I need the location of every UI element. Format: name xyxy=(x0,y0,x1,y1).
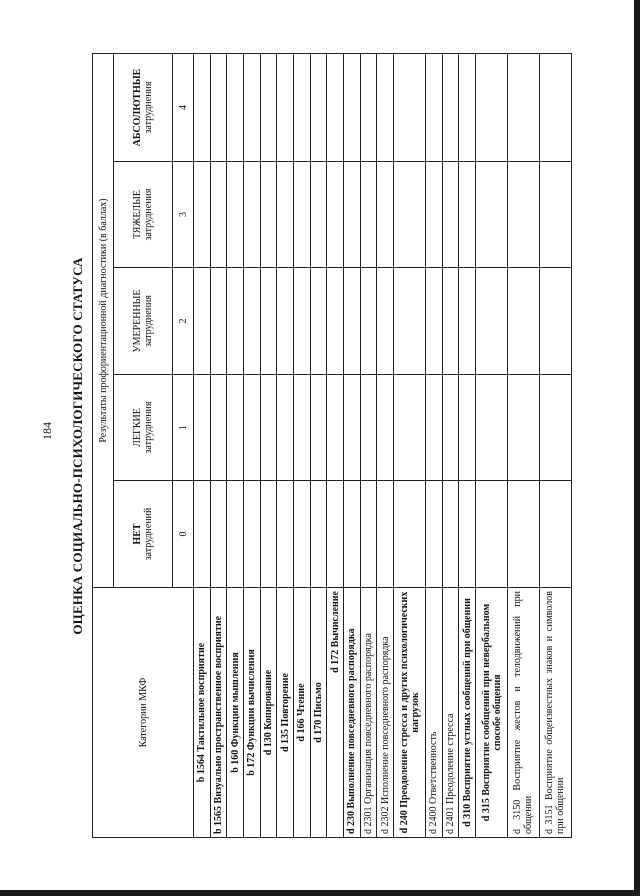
score-cell[interactable] xyxy=(459,375,476,481)
score-cell[interactable] xyxy=(459,481,476,588)
score-cell[interactable] xyxy=(260,162,277,268)
score-cell[interactable] xyxy=(327,268,344,375)
score-cell[interactable] xyxy=(360,162,377,268)
scan-right-edge xyxy=(634,0,640,896)
severity-label: ТЯЖЕЛЫЕ xyxy=(132,190,143,239)
score-cell[interactable] xyxy=(442,268,459,375)
category-cell: d 130 Копирование xyxy=(260,588,277,838)
score-cell[interactable] xyxy=(426,54,443,162)
score-cell[interactable] xyxy=(310,375,327,481)
results-header: Результаты профориентационной диагностики (в баллах) xyxy=(93,54,114,588)
score-3: 3 xyxy=(173,162,194,268)
score-cell[interactable] xyxy=(294,268,311,375)
score-cell[interactable] xyxy=(442,481,459,588)
score-cell[interactable] xyxy=(260,54,277,162)
score-cell[interactable] xyxy=(507,54,539,162)
score-cell[interactable] xyxy=(277,375,294,481)
score-cell[interactable] xyxy=(476,481,508,588)
score-cell[interactable] xyxy=(260,268,277,375)
score-cell[interactable] xyxy=(194,481,211,588)
severity-sub: затруднений xyxy=(143,507,154,561)
category-cell: d 3151 Восприятие общеизвестных знаков и символов при общении xyxy=(539,588,571,838)
score-cell[interactable] xyxy=(227,375,244,481)
score-cell[interactable] xyxy=(507,268,539,375)
document-title: ОЦЕНКА СОЦИАЛЬНО-ПСИХОЛОГИЧЕСКОГО СТАТУСА xyxy=(70,257,85,635)
table-row xyxy=(539,54,571,838)
assessment-table xyxy=(92,54,572,838)
score-cell[interactable] xyxy=(310,54,327,162)
score-cell[interactable] xyxy=(277,162,294,268)
rotated-page-content xyxy=(64,54,574,838)
table-row xyxy=(394,54,426,838)
severity-label: УМЕРЕННЫЕ xyxy=(132,289,143,353)
category-cell: b 1565 Визуально пространственное восприятие xyxy=(210,588,227,838)
score-cell[interactable] xyxy=(459,162,476,268)
score-2: 2 xyxy=(173,268,194,375)
score-cell[interactable] xyxy=(507,481,539,588)
category-cell: d 2302 Исполнение повседневного распорядка xyxy=(377,588,394,838)
table-row xyxy=(476,54,508,838)
score-cell[interactable] xyxy=(327,162,344,268)
score-cell[interactable] xyxy=(539,268,571,375)
score-cell[interactable] xyxy=(310,162,327,268)
score-cell[interactable] xyxy=(360,481,377,588)
table-row xyxy=(310,54,327,838)
score-cell[interactable] xyxy=(227,54,244,162)
table-row xyxy=(277,54,294,838)
category-cell: d 166 Чтение xyxy=(294,588,311,838)
severity-sub: затруднения xyxy=(143,401,154,454)
score-cell[interactable] xyxy=(394,54,426,162)
table-row xyxy=(244,54,261,838)
score-cell[interactable] xyxy=(539,162,571,268)
score-cell[interactable] xyxy=(294,54,311,162)
table-row xyxy=(442,54,459,838)
severity-label: ЛЕГКИЕ xyxy=(132,408,143,447)
table-row xyxy=(210,54,227,838)
score-cell[interactable] xyxy=(377,268,394,375)
table-row xyxy=(194,54,211,838)
score-cell[interactable] xyxy=(210,268,227,375)
table-row xyxy=(377,54,394,838)
score-cell[interactable] xyxy=(244,54,261,162)
score-4: 4 xyxy=(173,54,194,162)
score-cell[interactable] xyxy=(476,268,508,375)
score-cell[interactable] xyxy=(476,375,508,481)
severity-label: НЕТ xyxy=(132,523,143,545)
category-cell: d 240 Преодоление стресса и других психологических нагрузок xyxy=(394,588,426,838)
severity-header-severe xyxy=(114,162,173,268)
score-cell[interactable] xyxy=(344,375,361,481)
score-cell[interactable] xyxy=(426,268,443,375)
score-cell[interactable] xyxy=(377,54,394,162)
score-cell[interactable] xyxy=(194,268,211,375)
category-cell: d 135 Повторение xyxy=(277,588,294,838)
category-cell: d 3150 Восприятие жестов и телодвижений при общении xyxy=(507,588,539,838)
category-cell: d 170 Письмо xyxy=(310,588,327,838)
score-cell[interactable] xyxy=(344,268,361,375)
severity-header-absolute xyxy=(114,54,173,162)
score-cell[interactable] xyxy=(426,375,443,481)
table-row xyxy=(294,54,311,838)
category-cell: d 230 Выполнение повседневного распорядка xyxy=(344,588,361,838)
score-cell[interactable] xyxy=(277,268,294,375)
category-cell: d 2400 Ответственность xyxy=(426,588,443,838)
score-cell[interactable] xyxy=(194,375,211,481)
page-number: 184 xyxy=(40,422,54,440)
category-cell: b 172 Функции вычисления xyxy=(244,588,261,838)
score-cell[interactable] xyxy=(227,162,244,268)
score-cell[interactable] xyxy=(377,375,394,481)
score-cell[interactable] xyxy=(294,162,311,268)
score-cell[interactable] xyxy=(394,481,426,588)
scan-bottom-edge xyxy=(0,890,640,896)
score-cell[interactable] xyxy=(344,54,361,162)
score-0: 0 xyxy=(173,481,194,588)
score-cell[interactable] xyxy=(426,162,443,268)
table-row xyxy=(344,54,361,838)
score-cell[interactable] xyxy=(194,162,211,268)
score-cell[interactable] xyxy=(294,375,311,481)
category-cell: d 2301 Организация повседневного распорядка xyxy=(360,588,377,838)
score-cell[interactable] xyxy=(507,375,539,481)
score-cell[interactable] xyxy=(442,162,459,268)
score-cell[interactable] xyxy=(244,375,261,481)
score-cell[interactable] xyxy=(539,375,571,481)
score-cell[interactable] xyxy=(227,268,244,375)
score-cell[interactable] xyxy=(476,54,508,162)
score-cell[interactable] xyxy=(360,375,377,481)
score-cell[interactable] xyxy=(459,54,476,162)
severity-header-moderate xyxy=(114,268,173,375)
score-cell[interactable] xyxy=(377,481,394,588)
score-cell[interactable] xyxy=(327,375,344,481)
score-cell[interactable] xyxy=(294,481,311,588)
score-cell[interactable] xyxy=(426,481,443,588)
score-cell[interactable] xyxy=(210,375,227,481)
category-cell: d 2401 Преодоление стресса xyxy=(442,588,459,838)
score-cell[interactable] xyxy=(327,481,344,588)
score-cell[interactable] xyxy=(507,162,539,268)
score-cell[interactable] xyxy=(310,268,327,375)
score-cell[interactable] xyxy=(277,54,294,162)
score-cell[interactable] xyxy=(394,162,426,268)
score-cell[interactable] xyxy=(327,54,344,162)
score-cell[interactable] xyxy=(442,54,459,162)
score-cell[interactable] xyxy=(210,162,227,268)
table-row xyxy=(426,54,443,838)
score-cell[interactable] xyxy=(394,375,426,481)
category-cell: d 172 Вычисление xyxy=(327,588,344,838)
table-row xyxy=(260,54,277,838)
score-cell[interactable] xyxy=(260,481,277,588)
score-cell[interactable] xyxy=(442,375,459,481)
table-row xyxy=(459,54,476,838)
severity-label: АБСОЛЮТНЫЕ xyxy=(132,68,143,147)
score-cell[interactable] xyxy=(539,54,571,162)
score-cell[interactable] xyxy=(210,481,227,588)
score-cell[interactable] xyxy=(539,481,571,588)
severity-sub: затруднения xyxy=(143,81,154,134)
category-cell: b 160 Функции мышления xyxy=(227,588,244,838)
score-cell[interactable] xyxy=(244,162,261,268)
category-cell: d 310 Восприятие устных сообщений при общении xyxy=(459,588,476,838)
severity-header-none xyxy=(114,481,173,588)
score-cell[interactable] xyxy=(344,481,361,588)
score-cell[interactable] xyxy=(476,162,508,268)
category-header: Категории МКФ xyxy=(93,588,194,838)
table-row xyxy=(327,54,344,838)
table-row xyxy=(360,54,377,838)
severity-sub: затруднения xyxy=(143,188,154,241)
score-cell[interactable] xyxy=(360,54,377,162)
score-cell[interactable] xyxy=(277,481,294,588)
score-cell[interactable] xyxy=(360,268,377,375)
score-cell[interactable] xyxy=(210,54,227,162)
score-cell[interactable] xyxy=(310,481,327,588)
table-row xyxy=(507,54,539,838)
score-cell[interactable] xyxy=(459,268,476,375)
severity-header-mild xyxy=(114,375,173,481)
score-cell[interactable] xyxy=(244,481,261,588)
category-cell: b 1564 Тактильное восприятие xyxy=(194,588,211,838)
category-cell: d 315 Восприятие сообщений при невербальном способе общения xyxy=(476,588,508,838)
severity-sub: затруднения xyxy=(143,294,154,348)
score-cell[interactable] xyxy=(244,268,261,375)
table-row xyxy=(227,54,244,838)
score-1: 1 xyxy=(173,375,194,481)
score-cell[interactable] xyxy=(377,162,394,268)
score-cell[interactable] xyxy=(227,481,244,588)
score-cell[interactable] xyxy=(194,54,211,162)
score-cell[interactable] xyxy=(344,162,361,268)
score-cell[interactable] xyxy=(394,268,426,375)
score-cell[interactable] xyxy=(260,375,277,481)
